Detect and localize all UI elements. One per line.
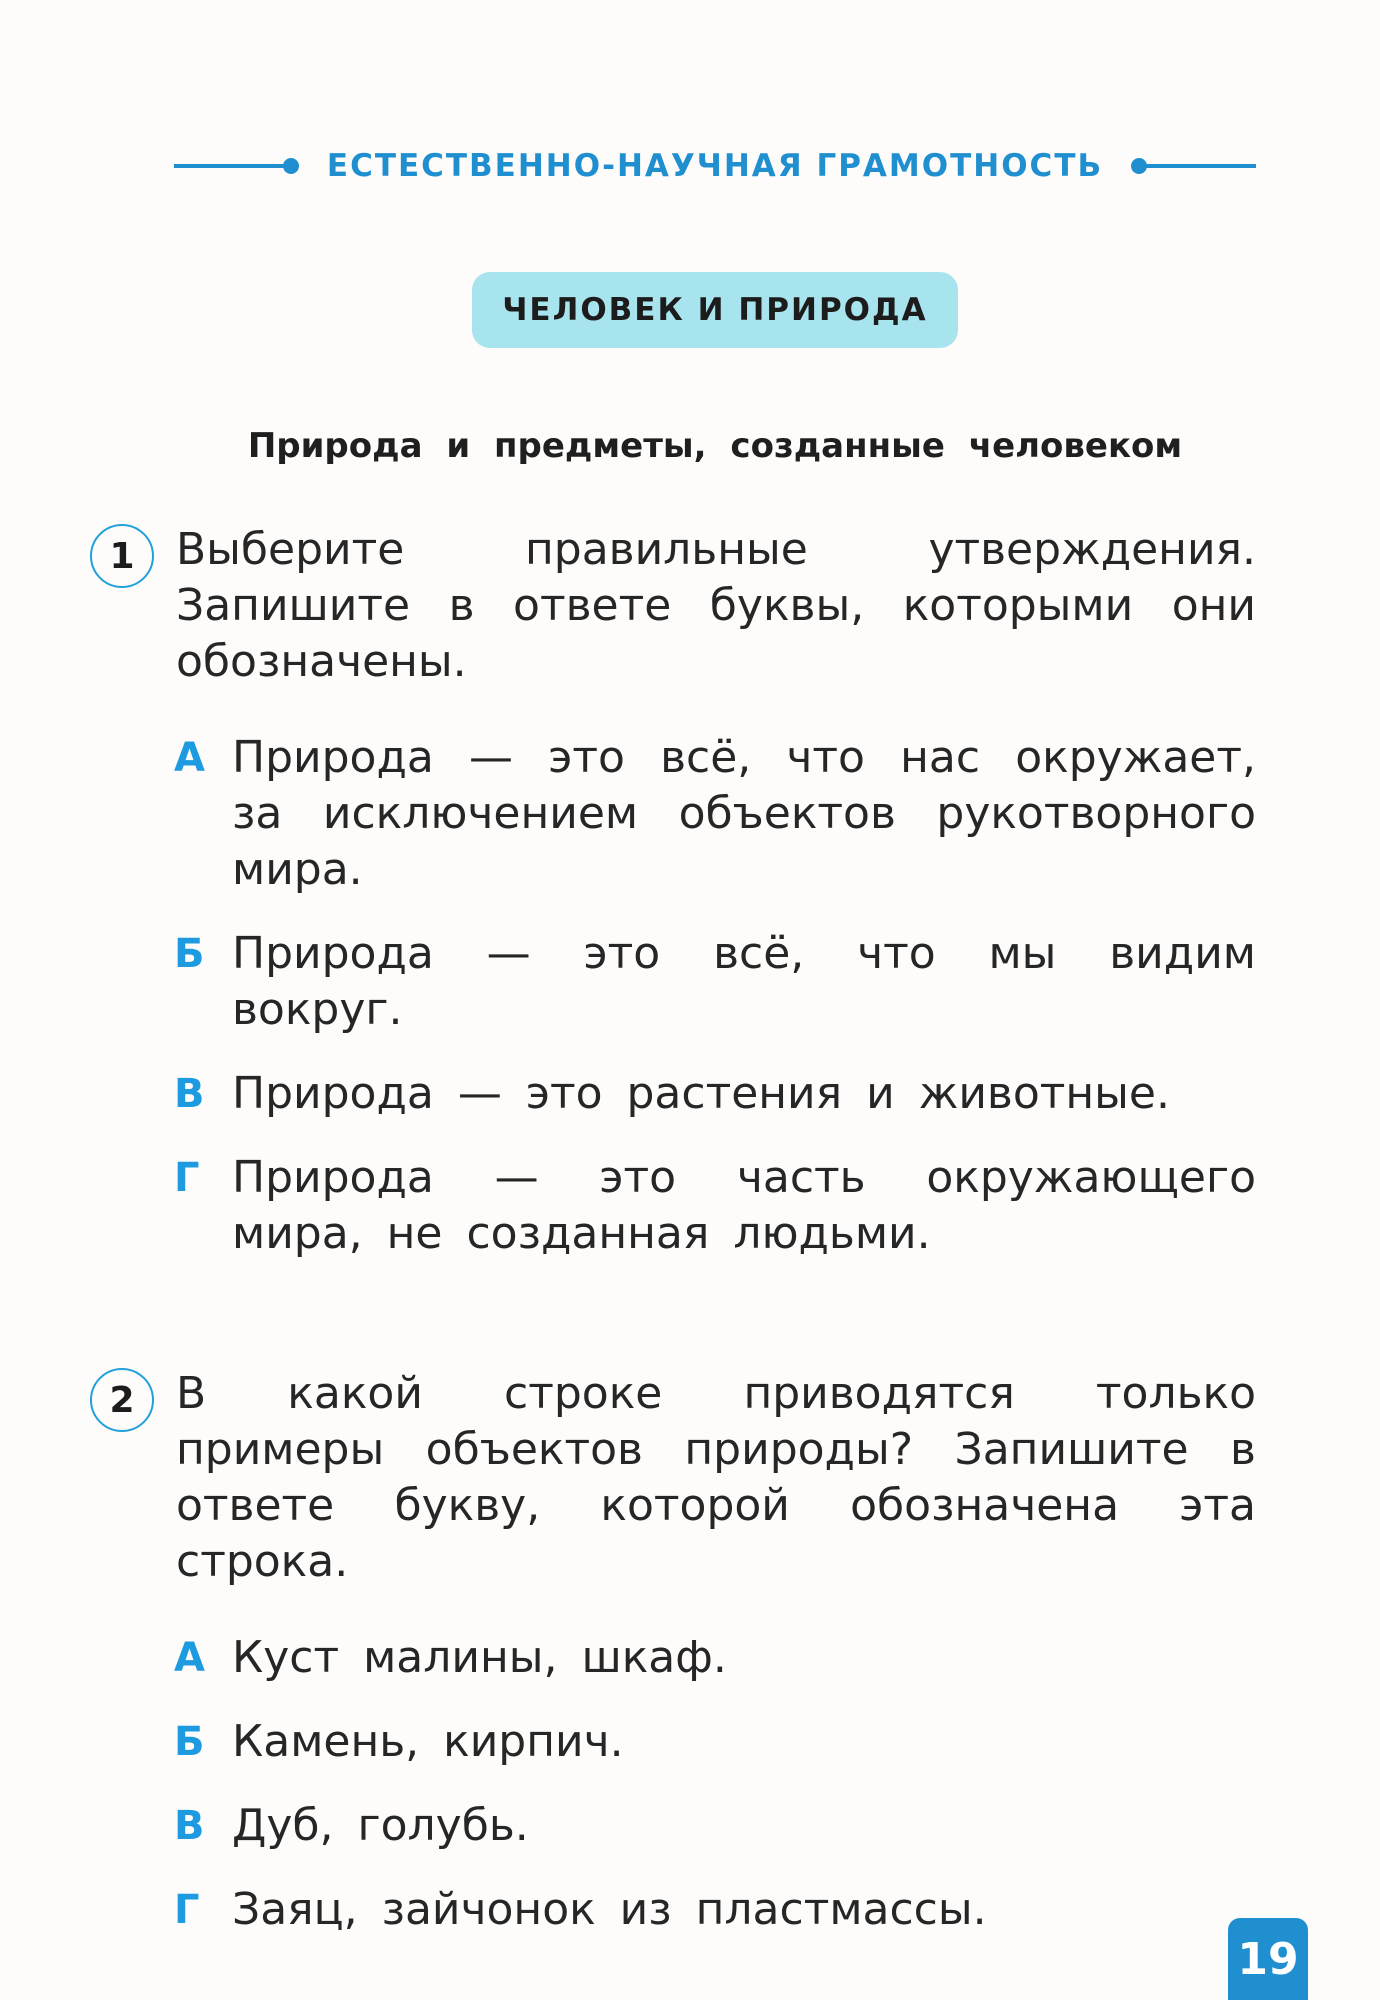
answer-option — [90, 1150, 1256, 1262]
option-text: Природа — это всё, что нас окружает, за исключением объектов рукотворного мира. — [232, 732, 1256, 895]
answer-option — [90, 1798, 1256, 1854]
header-rule-left — [174, 164, 297, 168]
option-text: Дуб, голубь. — [232, 1800, 529, 1851]
answer-option — [90, 926, 1256, 1038]
option-letter: Г — [174, 1155, 200, 1201]
task-question: В какой строке приводятся только примеры объектов природы? Запишите в ответе букву, которой обозначена эта строка. — [176, 1368, 1256, 1587]
answer-option — [90, 1630, 1256, 1686]
option-letter: Б — [174, 931, 205, 977]
page-header — [174, 146, 1256, 186]
header-rule-right — [1133, 164, 1256, 168]
answer-option — [90, 730, 1256, 898]
option-letter: А — [174, 735, 205, 781]
answer-options — [90, 1630, 1256, 1938]
answer-options — [90, 730, 1256, 1262]
task-1 — [90, 522, 1256, 1290]
option-letter: Б — [174, 1719, 205, 1765]
option-letter: В — [174, 1071, 205, 1117]
task-number-badge: 1 — [90, 524, 154, 588]
option-text: Заяц, зайчонок из пластмассы. — [232, 1884, 987, 1935]
lesson-subtitle: Природа и предметы, созданные человеком — [247, 426, 1183, 466]
option-letter: А — [174, 1635, 205, 1681]
task-2 — [90, 1366, 1256, 1966]
option-text: Природа — это всё, что мы видим вокруг. — [232, 928, 1256, 1035]
section-title: ЧЕЛОВЕК И ПРИРОДА — [472, 272, 958, 348]
task-number-badge: 2 — [90, 1368, 154, 1432]
header-title: ЕСТЕСТВЕННО-НАУЧНАЯ ГРАМОТНОСТЬ — [326, 148, 1104, 184]
option-text: Куст малины, шкаф. — [232, 1632, 727, 1683]
option-letter: Г — [174, 1887, 200, 1933]
task-question: Выберите правильные утверждения. Запишите в ответе буквы, которыми они обозначены. — [176, 524, 1256, 687]
option-text: Камень, кирпич. — [232, 1716, 624, 1767]
answer-option — [90, 1714, 1256, 1770]
option-text: Природа — это часть окружающего мира, не созданная людьми. — [232, 1152, 1256, 1259]
page-number: 19 — [1228, 1918, 1308, 2000]
answer-option — [90, 1882, 1256, 1938]
option-text: Природа — это растения и животные. — [232, 1068, 1170, 1119]
answer-option — [90, 1066, 1256, 1122]
option-letter: В — [174, 1803, 205, 1849]
